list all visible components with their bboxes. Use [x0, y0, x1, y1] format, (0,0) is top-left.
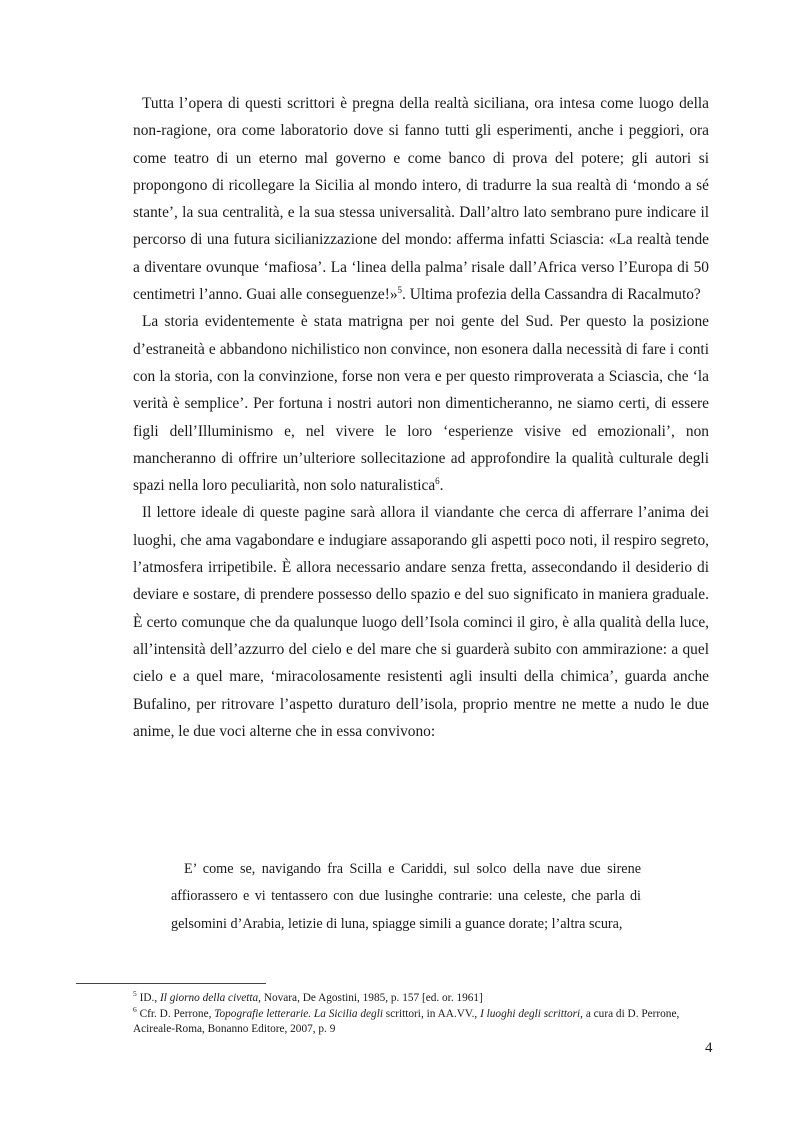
- footnote-number: 5: [133, 989, 137, 999]
- footnote-6: [133, 1007, 693, 1037]
- footnote-separator: [76, 983, 266, 984]
- paragraph-3: [133, 499, 709, 745]
- footnote-number: 6: [133, 1005, 137, 1015]
- footnote-text: , Novara, De Agostini, 1985, p. 157 [ed. or. 1961]: [258, 992, 483, 1004]
- paragraph-1: [133, 90, 709, 308]
- paragraph-3-text: Il lettore ideale di queste pagine sarà allora il viandante che cerca di afferrare l’anima dei luoghi, che ama vagabondare e indugiare assaporando gli aspetti poco noti, il respiro segreto, l’atmosfera irripetibile. È allora necessario andare senza fretta, assecondando il desiderio di deviare e sostare, di prendere possesso dello spazio e del suo significato in maniera graduale. È certo comunque che da qualunque luogo dell’Isola cominci il giro, è alla qualità della luce, all’intensità dell’azzurro del cielo e del mare che si guarderà subito con ammirazione: a quel cielo e a quel mare, ‘miracolosamente resistenti agli insulti della chimica’, guarda anche Bufalino, per ritrovare l’aspetto duraturo dell’isola, proprio mentre ne mette a nudo le due anime, le due voci alterne che in essa convivono:: [133, 504, 709, 740]
- footnote-work-title: I luoghi degli scrittori: [480, 1008, 581, 1020]
- footnote-text: scrittori, in AA.VV.,: [382, 1008, 481, 1020]
- footnote-ref-6[interactable]: 6: [435, 476, 440, 487]
- paragraph-2-tail: .: [439, 477, 444, 495]
- footnote-work-title: Il giorno della civetta: [159, 992, 259, 1004]
- paragraph-1-tail: . Ultima profezia della Cassandra di Racalmuto?: [402, 286, 701, 304]
- footnote-ref-5[interactable]: 5: [397, 284, 403, 295]
- page-number: 4: [705, 1040, 713, 1056]
- footnote-5: [133, 991, 693, 1006]
- footnote-text: , a cura di D. Perrone, Acireale-Roma, Bonanno Editore, 2007, p. 9: [133, 1008, 680, 1035]
- body-text: [133, 90, 709, 745]
- block-quote-text: E’ come se, navigando fra Scilla e Cariddi, sul solco della nave due sirene affiorassero e vi tentassero con due lusinghe contrarie: una celeste, che parla di gelsomini d’Arabia, letizie di luna, spiagge simili a guance dorate; l’altra scura,: [171, 861, 641, 932]
- paragraph-2-text: La storia evidentemente è stata matrigna per noi gente del Sud. Per questo la posizione d’estraneità e abbandono nichilistico non convince, non esonera dalla necessità di fare i conti con la storia, con la convinzione, forse non vera e per questo rimproverata a Sciascia, che ‘la verità è semplice’. Per fortuna i nostri autori non dimenticheranno, ne siamo certi, di essere figli dell’Illuminismo e, nel vivere le loro ‘esperienze visive ed emozionali’, non mancheranno di offrire un’ulteriore sollecitazione ad approfondire la qualità culturale degli spazi nella loro peculiarità, non solo naturalistica: [133, 313, 709, 495]
- footnote-work-title: Topografie letterarie. La Sicilia degli: [214, 1008, 383, 1020]
- block-quote: [171, 856, 641, 938]
- footnotes: [133, 991, 693, 1038]
- footnote-text: ID.,: [136, 992, 160, 1004]
- paragraph-2: [133, 308, 709, 499]
- paragraph-1-text: Tutta l’opera di questi scrittori è pregna della realtà siciliana, ora intesa come luogo della non-ragione, ora come laboratorio dove si fanno tutti gli esperimenti, anche i peggiori, ora come teatro di un eterno mal governo e come banco di prova del potere; gli autori si propongono di ricollegare la Sicilia al mondo intero, di tradurre la sua realtà di ‘mondo a sé stante’, la sua centralità, e la sua stessa universalità. Dall’altro lato sembrano pure indicare il percorso di una futura sicilianizzazione del mondo: afferma infatti Sciascia: «La realtà tende a diventare ovunque ‘mafiosa’. La ‘linea della palma’ risale dall’Africa verso l’Europa di 50 centimetri l’anno. Guai alle conseguenze!»: [133, 95, 709, 304]
- footnote-text: Cfr. D. Perrone,: [136, 1008, 215, 1020]
